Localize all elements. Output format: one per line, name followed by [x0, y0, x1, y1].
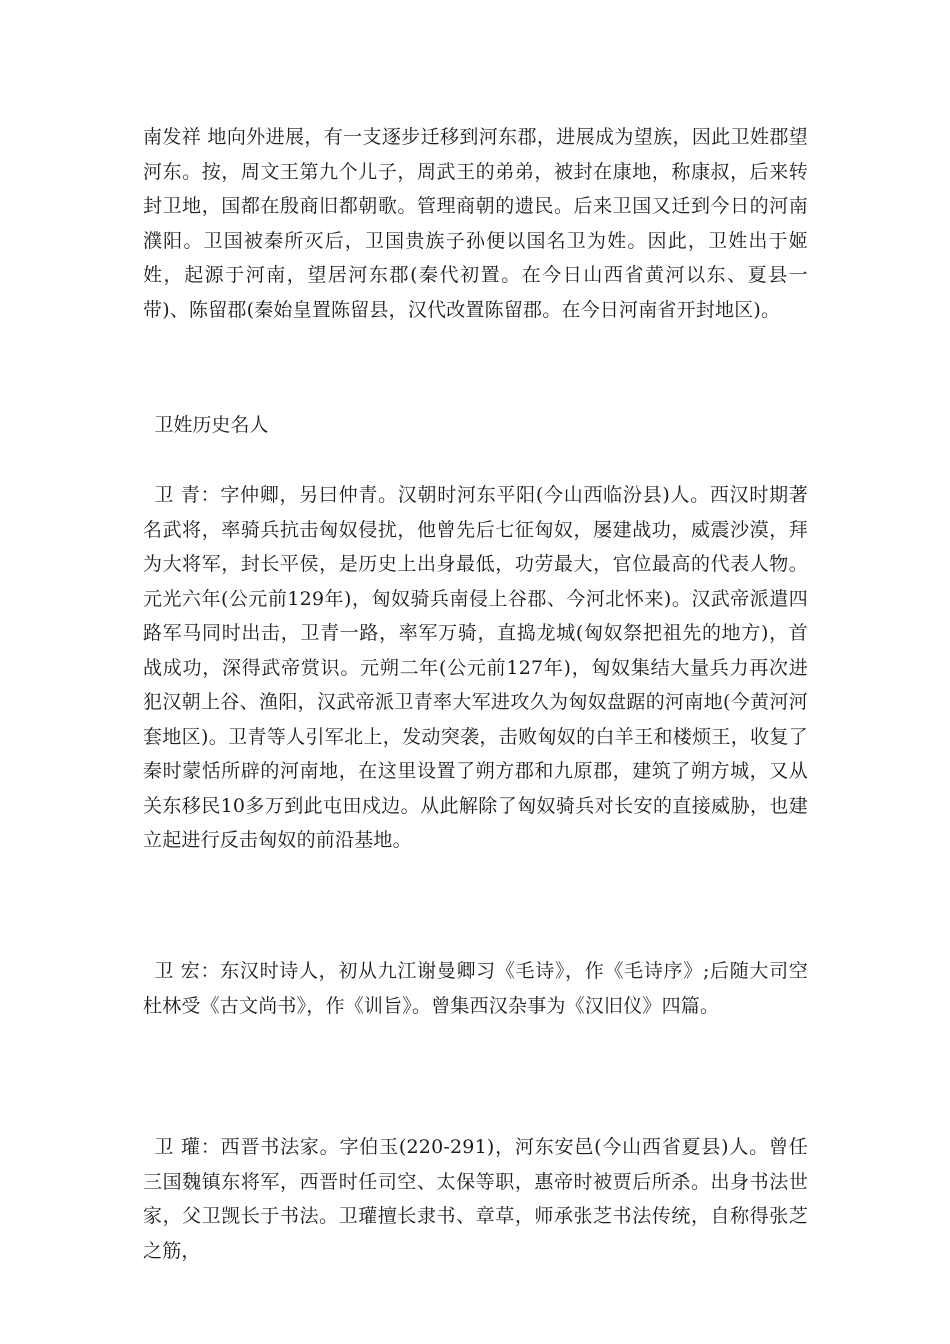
wei-guan-paragraph: 卫 瓘：西晋书法家。字伯玉(220-291)，河东安邑(今山西省夏县)人。曾任三国魏镇东将军，西晋时任司空、太保等职，惠帝时被贾后所杀。出身书法世家，父卫觊长于书法。卫瓘擅长隶书、章草，师承张芝书法传统，自称得张芝之筋，	[143, 1136, 808, 1262]
wei-qing-paragraph: 卫 青：字仲卿，另曰仲青。汉朝时河东平阳(今山西临汾县)人。西汉时期著名武将，率骑兵抗击匈奴侵扰，他曾先后七征匈奴，屡建战功，威震沙漠，拜为大将军，封长平侯，是历史上出身最低，功劳最大，官位最高的代表人物。元光六年(公元前129年)，匈奴骑兵南侵上谷郡、今河北怀来)。汉武帝派遣四路军马同时出击，卫青一路，率军万骑，直捣龙城(匈奴祭把祖先的地方)，首战成功，深得武帝赏识。元朔二年(公元前127年)，匈奴集结大量兵力再次进犯汉朝上谷、渔阳，汉武帝派卫青率大军进攻久为匈奴盘踞的河南地(今黄河河套地区)。卫青等人引军北上，发动突袭，击败匈奴的白羊王和楼烦王，收复了秦时蒙恬所辟的河南地，在这里设置了朔方郡和九原郡，建筑了朔方城，又从关东移民10多万到此屯田戍边。从此解除了匈奴骑兵对长安的直接威胁，也建立起进行反击匈奴的前沿基地。	[143, 484, 808, 851]
section-heading: 卫姓历史名人	[154, 414, 269, 436]
intro-paragraph: 南发祥 地向外进展，有一支逐步迁移到河东郡，进展成为望族，因此卫姓郡望河东。按，周文王第九个儿子，周武王的弟弟，被封在康地，称康叔，后来转封卫地，国都在殷商旧都朝歌。管理商朝的遗民。后来卫国又迁到今日的河南濮阳。卫国被秦所灭后，卫国贵族子孙便以国名卫为姓。因此，卫姓出于姬姓，起源于河南，望居河东郡(秦代初置。在今日山西省黄河以东、夏县一带)、陈留郡(秦始皇置陈留县，汉代改置陈留郡。在今日河南省开封地区)。	[143, 126, 808, 321]
wei-hong-paragraph: 卫 宏：东汉时诗人，初从九江谢曼卿习《毛诗》，作《毛诗序》;后随大司空杜林受《古文尚书》，作《训旨》。曾集西汉杂事为《汉旧仪》四篇。	[143, 960, 808, 1017]
